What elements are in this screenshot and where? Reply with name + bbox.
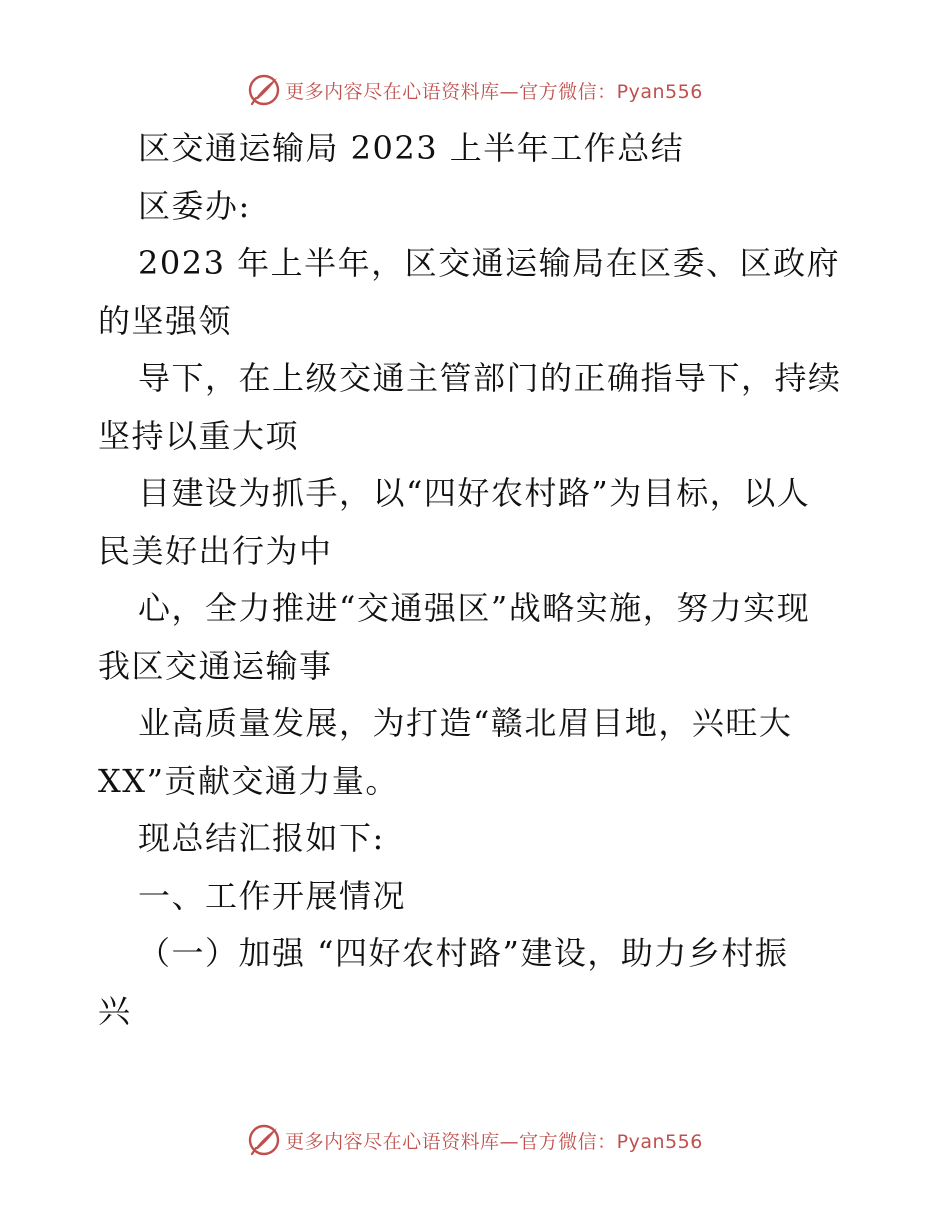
paragraph-line: 现总结汇报如下: [138, 819, 385, 857]
paragraph-line: 业高质量发展，为打造“赣北眉目地，兴旺大 [138, 704, 793, 742]
paragraph-line: 坚持以重大项 [98, 416, 300, 455]
quill-logo-icon [247, 73, 281, 107]
header-watermark [0, 70, 950, 110]
watermark-text: 更多内容尽在心语资料库—官方微信：Pyan556 [285, 80, 703, 103]
paragraph-line: 2023 年上半年，区交通运输局在区委、区政府 [138, 244, 841, 282]
paragraph-line: 的坚强领 [98, 301, 233, 340]
subsection-heading-cont: 兴 [98, 991, 132, 1030]
watermark-text: 更多内容尽在心语资料库—官方微信：Pyan556 [285, 1130, 703, 1153]
addressee: 区委办: [138, 186, 251, 225]
document-title: 区交通运输局 2023 上半年工作总结 [138, 129, 685, 167]
paragraph-line: 目建设为抓手，以“四好农村路”为目标，以人 [138, 474, 811, 512]
footer-watermark [0, 1120, 950, 1160]
paragraph-line: 导下，在上级交通主管部门的正确指导下，持续 [138, 359, 842, 397]
paragraph-line: 心，全力推进“交通强区”战略实施，努力实现 [138, 589, 811, 627]
paragraph-line: 我区交通运输事 [98, 646, 333, 685]
quill-logo-icon [247, 1123, 281, 1157]
section-heading: 一、工作开展情况 [138, 876, 407, 915]
subsection-heading: （一）加强 “四好农村路”建设，助力乡村振 [138, 934, 789, 972]
document-body [98, 120, 858, 1040]
paragraph-line: 民美好出行为中 [98, 531, 333, 570]
paragraph-line: XX”贡献交通力量。 [98, 761, 399, 800]
